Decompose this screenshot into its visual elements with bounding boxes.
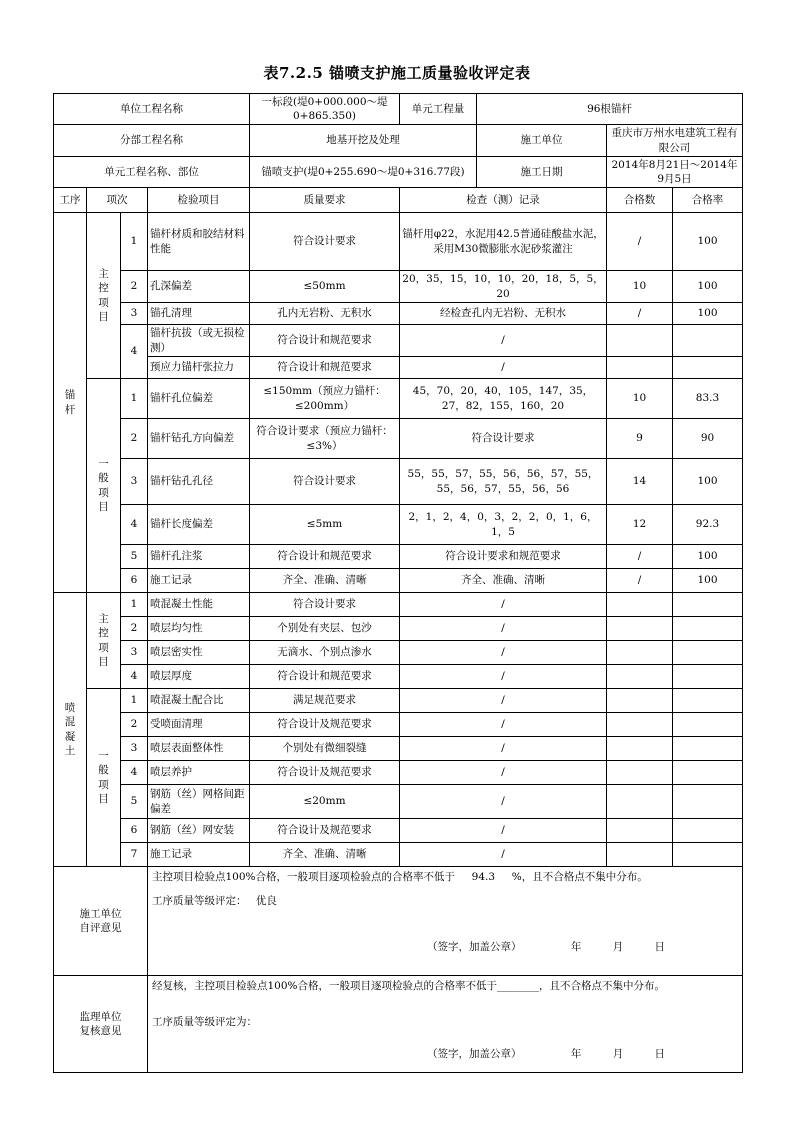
pass-count (607, 713, 673, 737)
pass-count: / (607, 303, 673, 325)
col-requirement: 质量要求 (250, 188, 400, 213)
table-row (54, 325, 743, 357)
group-label: 一 般 项 目 (87, 379, 121, 593)
date-value: 2014年8月21日～2014年9月5日 (607, 156, 743, 187)
col-record: 检查（测）记录 (400, 188, 607, 213)
record: / (400, 819, 607, 843)
pass-count: / (607, 545, 673, 569)
contractor-value: 重庆市万州水电建筑工程有限公司 (607, 125, 743, 156)
requirement: ≤150mm（预应力锚杆：≤200mm） (250, 379, 400, 419)
pass-rate (673, 737, 743, 761)
supervisor-day: 日 (654, 1048, 666, 1061)
requirement: 符合设计和规范要求 (250, 665, 400, 689)
requirement: 符合设计要求 (250, 593, 400, 617)
contractor-opinion-label: 施工单位 自评意见 (54, 867, 148, 976)
record: / (400, 593, 607, 617)
sub-project-label: 分部工程名称 (54, 125, 250, 156)
record: 锚杆用φ22，水泥用42.5普通硅酸盐水泥，采用M30微膨胀水泥砂浆灌注 (400, 213, 607, 271)
pass-count (607, 737, 673, 761)
contractor-sign: （签字，加盖公章） (427, 941, 522, 954)
record: 20，35，15，10，10，20，18，5，5，20 (400, 271, 607, 303)
pass-count (607, 593, 673, 617)
pass-count (607, 843, 673, 867)
requirement: 符合设计和规范要求 (250, 357, 400, 379)
check-item: 锚杆钻孔方向偏差 (148, 419, 250, 459)
table-row (54, 689, 743, 713)
requirement: 符合设计和规范要求 (250, 325, 400, 357)
table-row (54, 843, 743, 867)
item-no: 5 (121, 785, 148, 819)
group-label: 主 控 项 目 (87, 213, 121, 379)
pass-count: 10 (607, 379, 673, 419)
requirement: 符合设计及规范要求 (250, 761, 400, 785)
pass-count: / (607, 213, 673, 271)
item-no: 2 (121, 271, 148, 303)
item-no: 6 (121, 569, 148, 593)
table-row (54, 357, 743, 379)
record: / (400, 617, 607, 641)
record: / (400, 761, 607, 785)
item-no: 3 (121, 459, 148, 505)
requirement: 满足规范要求 (250, 689, 400, 713)
pass-rate: 100 (673, 569, 743, 593)
check-item: 锚杆钻孔孔径 (148, 459, 250, 505)
contractor-opinion (148, 867, 743, 976)
pass-rate (673, 325, 743, 357)
item-no: 4 (121, 505, 148, 545)
item-no: 5 (121, 545, 148, 569)
page-title: 表7.2.5 锚喷支护施工质量验收评定表 (263, 64, 531, 82)
check-item: 钢筋（丝）网格间距偏差 (148, 785, 250, 819)
requirement: 符合设计和规范要求 (250, 545, 400, 569)
item-no: 1 (121, 593, 148, 617)
table-row (54, 737, 743, 761)
pass-rate (673, 641, 743, 665)
col-process: 工序 (54, 188, 87, 213)
col-pass-rate: 合格率 (673, 188, 743, 213)
requirement: 符合设计要求 (250, 213, 400, 271)
check-item: 锚杆材质和胶结材料性能 (148, 213, 250, 271)
contractor-grade-value: 优良 (255, 895, 277, 908)
supervisor-grade-label: 工序质量等级评定为： (152, 1016, 257, 1029)
table-row (54, 641, 743, 665)
check-item: 喷混凝土配合比 (148, 689, 250, 713)
item-no: 7 (121, 843, 148, 867)
item-no: 4 (121, 761, 148, 785)
check-item: 喷层密实性 (148, 641, 250, 665)
requirement: 符合设计及规范要求 (250, 819, 400, 843)
table-row (54, 213, 743, 271)
check-item: 喷层表面整体性 (148, 737, 250, 761)
requirement: 符合设计要求（预应力锚杆：≤3%） (250, 419, 400, 459)
requirement: ≤50mm (250, 271, 400, 303)
pass-rate: 100 (673, 271, 743, 303)
process-label: 锚 杆 (54, 213, 87, 593)
item-no: 4 (121, 325, 148, 379)
item-no: 1 (121, 689, 148, 713)
contractor-grade-label: 工序质量等级评定： (152, 895, 247, 908)
pass-rate (673, 665, 743, 689)
date-label: 施工日期 (477, 156, 607, 187)
supervisor-opinion-label: 监理单位 复核意见 (54, 976, 148, 1073)
table-row (54, 761, 743, 785)
requirement: 个别处有夹层、包沙 (250, 617, 400, 641)
requirement: 符合设计及规范要求 (250, 713, 400, 737)
pass-count (607, 761, 673, 785)
table-row (54, 665, 743, 689)
requirement: 齐全、准确、清晰 (250, 843, 400, 867)
table-row (54, 303, 743, 325)
contractor-rate-value: 94.3 (471, 871, 496, 884)
requirement: 齐全、准确、清晰 (250, 569, 400, 593)
group-label: 主 控 项 目 (87, 593, 121, 689)
process-label: 喷 混 凝 土 (54, 593, 87, 867)
pass-count (607, 357, 673, 379)
item-no: 3 (121, 641, 148, 665)
pass-rate (673, 843, 743, 867)
pass-rate: 100 (673, 213, 743, 271)
check-item: 喷混凝土性能 (148, 593, 250, 617)
record: / (400, 665, 607, 689)
table-row (54, 271, 743, 303)
supervisor-sign: （签字，加盖公章） (427, 1048, 522, 1061)
requirement: ≤5mm (250, 505, 400, 545)
pass-rate: 100 (673, 545, 743, 569)
pass-rate (673, 713, 743, 737)
check-item: 预应力锚杆张拉力 (148, 357, 250, 379)
record: / (400, 843, 607, 867)
record: / (400, 357, 607, 379)
table-row (54, 419, 743, 459)
item-no: 2 (121, 713, 148, 737)
requirement: ≤20mm (250, 785, 400, 819)
item-no: 1 (121, 213, 148, 271)
check-item: 锚杆孔位偏差 (148, 379, 250, 419)
requirement: 无滴水、个别点渗水 (250, 641, 400, 665)
check-item: 锚杆抗拔（或无损检测） (148, 325, 250, 357)
table-row (54, 545, 743, 569)
table-row (54, 593, 743, 617)
check-item: 施工记录 (148, 843, 250, 867)
pass-count (607, 325, 673, 357)
record: 55，55，57，55，56，56，57，55，55，56，57，55，56，56 (400, 459, 607, 505)
pass-rate (673, 761, 743, 785)
unit-project-label: 单位工程名称 (54, 94, 250, 125)
item-no: 1 (121, 379, 148, 419)
contractor-day: 日 (654, 941, 666, 954)
evaluation-table (53, 93, 743, 1073)
sub-project-value: 地基开挖及处理 (250, 125, 477, 156)
supervisor-opinion (148, 976, 743, 1073)
record: / (400, 713, 607, 737)
table-row (54, 819, 743, 843)
contractor-line-pre: 主控项目检验点100%合格，一般项目逐项检验点的合格率不低于 (152, 871, 456, 884)
pass-count (607, 689, 673, 713)
pass-count (607, 819, 673, 843)
pass-count: 9 (607, 419, 673, 459)
supervisor-year: 年 (570, 1048, 582, 1061)
contractor-line-post: %，且不合格点不集中分布。 (511, 871, 648, 884)
pass-rate: 83.3 (673, 379, 743, 419)
item-no: 2 (121, 419, 148, 459)
supervisor-month: 月 (612, 1048, 624, 1061)
col-pass-count: 合格数 (607, 188, 673, 213)
requirement: 孔内无岩粉、无积水 (250, 303, 400, 325)
pass-rate (673, 785, 743, 819)
pass-count (607, 785, 673, 819)
record: / (400, 641, 607, 665)
pass-rate: 92.3 (673, 505, 743, 545)
record: 符合设计要求 (400, 419, 607, 459)
col-check-item: 检验项目 (148, 188, 250, 213)
check-item: 锚杆长度偏差 (148, 505, 250, 545)
pass-rate (673, 689, 743, 713)
pass-count: 12 (607, 505, 673, 545)
pass-rate (673, 617, 743, 641)
pass-rate: 100 (673, 303, 743, 325)
table-row (54, 505, 743, 545)
group-label: 一 般 项 目 (87, 689, 121, 867)
element-name-label: 单元工程名称、部位 (54, 156, 250, 187)
record: 2，1，2，4，0，3，2，2，0，1，6，1，5 (400, 505, 607, 545)
item-no: 2 (121, 617, 148, 641)
element-name-value: 锚喷支护(堤0+255.690～堤0+316.77段) (250, 156, 477, 187)
pass-count: 10 (607, 271, 673, 303)
record: 齐全、准确、清晰 (400, 569, 607, 593)
check-item: 喷层厚度 (148, 665, 250, 689)
pass-rate: 100 (673, 459, 743, 505)
record: 经检查孔内无岩粉、无积水 (400, 303, 607, 325)
unit-element-value: 96根锚杆 (477, 94, 743, 125)
table-row (54, 569, 743, 593)
item-no: 3 (121, 303, 148, 325)
pass-count (607, 665, 673, 689)
pass-rate: 90 (673, 419, 743, 459)
check-item: 孔深偏差 (148, 271, 250, 303)
table-row (54, 379, 743, 419)
pass-rate (673, 819, 743, 843)
supervisor-line: 经复核，主控项目检验点100%合格，一般项目逐项检验点的合格率不低于________，且不合格点不集中分布。 (152, 980, 666, 993)
unit-project-value: 一标段(堤0+000.000～堤0+865.350) (250, 94, 400, 125)
record: / (400, 325, 607, 357)
pass-rate (673, 357, 743, 379)
table-row (54, 713, 743, 737)
requirement: 符合设计要求 (250, 459, 400, 505)
check-item: 喷层均匀性 (148, 617, 250, 641)
pass-count (607, 641, 673, 665)
table-row (54, 617, 743, 641)
contractor-month: 月 (612, 941, 624, 954)
contractor-label: 施工单位 (477, 125, 607, 156)
check-item: 锚孔清理 (148, 303, 250, 325)
item-no: 6 (121, 819, 148, 843)
pass-rate (673, 593, 743, 617)
check-item: 喷层养护 (148, 761, 250, 785)
table-row (54, 459, 743, 505)
record: / (400, 785, 607, 819)
check-item: 受喷面清理 (148, 713, 250, 737)
unit-element-label: 单元工程量 (400, 94, 477, 125)
check-item: 施工记录 (148, 569, 250, 593)
record: / (400, 689, 607, 713)
col-item-no: 项次 (87, 188, 148, 213)
table-row (54, 785, 743, 819)
record: 符合设计要求和规范要求 (400, 545, 607, 569)
requirement: 个别处有微细裂缝 (250, 737, 400, 761)
pass-count: / (607, 569, 673, 593)
pass-count: 14 (607, 459, 673, 505)
item-no: 3 (121, 737, 148, 761)
check-item: 锚杆孔注浆 (148, 545, 250, 569)
pass-count (607, 617, 673, 641)
record: / (400, 737, 607, 761)
record: 45，70，20，40，105，147，35，27，82，155，160，20 (400, 379, 607, 419)
item-no: 4 (121, 665, 148, 689)
check-item: 钢筋（丝）网安装 (148, 819, 250, 843)
contractor-year: 年 (570, 941, 582, 954)
